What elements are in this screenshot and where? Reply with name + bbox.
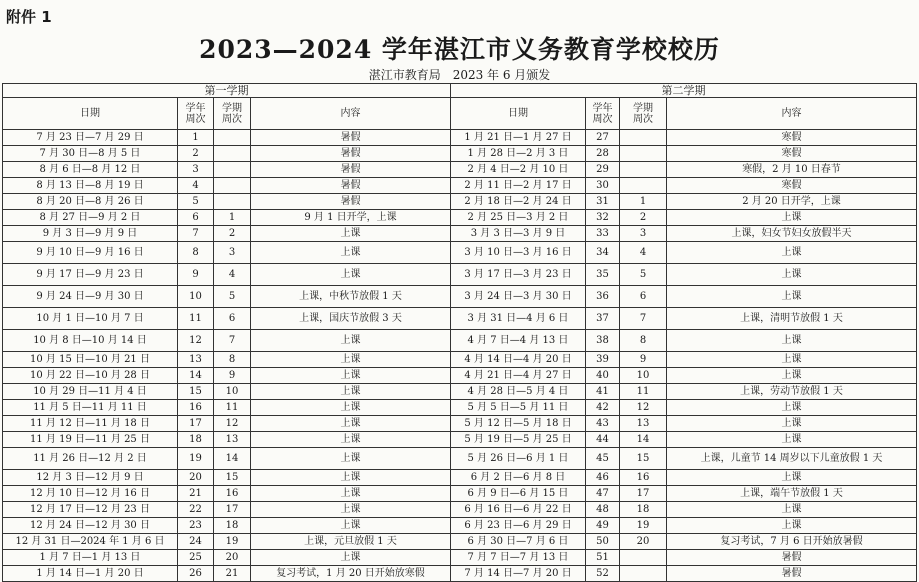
term-week-cell: 8	[214, 352, 251, 368]
term-week-cell-2: 20	[620, 534, 667, 550]
year-week-cell-2: 36	[586, 286, 620, 308]
term-week-cell	[214, 178, 251, 194]
term-week-cell-2	[620, 566, 667, 582]
content-cell-2: 上课	[667, 286, 917, 308]
year-week-cell-2: 39	[586, 352, 620, 368]
term-week-cell-2: 7	[620, 308, 667, 330]
date-cell-2: 3 月 24 日—3 月 30 日	[451, 286, 586, 308]
content-cell-2: 上课	[667, 432, 917, 448]
term-week-cell-2: 18	[620, 502, 667, 518]
table-row	[3, 178, 917, 194]
year-week-cell-2: 37	[586, 308, 620, 330]
year-week-cell-2: 46	[586, 470, 620, 486]
col-header-date-2: 日期	[451, 98, 586, 130]
date-cell: 10 月 15 日—10 月 21 日	[3, 352, 178, 368]
content-cell: 上课	[251, 432, 451, 448]
date-cell: 12 月 10 日—12 月 16 日	[3, 486, 178, 502]
content-cell-2: 上课，清明节放假 1 天	[667, 308, 917, 330]
content-cell: 上课	[251, 330, 451, 352]
date-cell-2: 4 月 21 日—4 月 27 日	[451, 368, 586, 384]
year-week-cell: 3	[178, 162, 214, 178]
content-cell: 复习考试，1 月 20 日开始放寒假	[251, 566, 451, 582]
date-cell-2: 3 月 31 日—4 月 6 日	[451, 308, 586, 330]
table-row	[3, 308, 917, 330]
table-row	[3, 226, 917, 242]
term-week-cell-2: 2	[620, 210, 667, 226]
table-row	[3, 210, 917, 226]
date-cell-2: 2 月 11 日—2 月 17 日	[451, 178, 586, 194]
date-cell: 1 月 7 日—1 月 13 日	[3, 550, 178, 566]
date-cell: 10 月 1 日—10 月 7 日	[3, 308, 178, 330]
table-row	[3, 130, 917, 146]
table-row	[3, 470, 917, 486]
term-week-cell	[214, 130, 251, 146]
date-cell: 12 月 3 日—12 月 9 日	[3, 470, 178, 486]
term-week-cell: 10	[214, 384, 251, 400]
term-week-cell-2	[620, 130, 667, 146]
year-week-cell-2: 32	[586, 210, 620, 226]
content-cell: 上课	[251, 470, 451, 486]
content-cell: 暑假	[251, 130, 451, 146]
col-header-content-2: 内容	[667, 98, 917, 130]
table-row	[3, 352, 917, 368]
term-week-cell-2	[620, 146, 667, 162]
term-week-cell: 11	[214, 400, 251, 416]
date-cell-2: 3 月 10 日—3 月 16 日	[451, 242, 586, 264]
content-cell: 上课	[251, 550, 451, 566]
term-week-cell: 3	[214, 242, 251, 264]
content-cell-2: 寒假	[667, 146, 917, 162]
date-cell: 10 月 22 日—10 月 28 日	[3, 368, 178, 384]
date-cell: 9 月 24 日—9 月 30 日	[3, 286, 178, 308]
date-cell: 8 月 6 日—8 月 12 日	[3, 162, 178, 178]
table-row	[3, 448, 917, 470]
date-cell-2: 1 月 28 日—2 月 3 日	[451, 146, 586, 162]
document-title: 2023—2024 学年湛江市义务教育学校校历	[199, 35, 720, 64]
year-week-cell-2: 33	[586, 226, 620, 242]
term-week-cell-2: 15	[620, 448, 667, 470]
year-week-cell-2: 42	[586, 400, 620, 416]
date-cell-2: 5 月 5 日—5 月 11 日	[451, 400, 586, 416]
year-week-cell: 16	[178, 400, 214, 416]
date-cell-2: 7 月 14 日—7 月 20 日	[451, 566, 586, 582]
term-week-cell: 20	[214, 550, 251, 566]
content-cell-2: 寒假	[667, 130, 917, 146]
term-week-cell-2: 9	[620, 352, 667, 368]
date-cell: 9 月 17 日—9 月 23 日	[3, 264, 178, 286]
term-week-cell-2: 17	[620, 486, 667, 502]
date-cell-2: 1 月 21 日—1 月 27 日	[451, 130, 586, 146]
content-cell: 上课	[251, 242, 451, 264]
calendar-body	[3, 130, 917, 582]
content-cell: 上课	[251, 416, 451, 432]
col-header-term-week-2: 学期周次	[620, 98, 667, 130]
year-week-cell: 6	[178, 210, 214, 226]
date-cell: 8 月 27 日—9 月 2 日	[3, 210, 178, 226]
year-week-cell-2: 29	[586, 162, 620, 178]
term-week-cell: 12	[214, 416, 251, 432]
year-week-cell: 9	[178, 264, 214, 286]
year-week-cell-2: 35	[586, 264, 620, 286]
term-week-cell-2: 1	[620, 194, 667, 210]
year-week-cell-2: 38	[586, 330, 620, 352]
date-cell-2: 6 月 9 日—6 月 15 日	[451, 486, 586, 502]
term-week-cell: 9	[214, 368, 251, 384]
term-week-cell: 7	[214, 330, 251, 352]
term-week-cell-2: 11	[620, 384, 667, 400]
term-week-cell-2: 10	[620, 368, 667, 384]
term-week-cell-2	[620, 550, 667, 566]
content-cell: 暑假	[251, 178, 451, 194]
table-row	[3, 264, 917, 286]
table-row	[3, 242, 917, 264]
content-cell-2: 暑假	[667, 566, 917, 582]
content-cell-2: 2 月 20 日开学，上课	[667, 194, 917, 210]
table-row	[3, 534, 917, 550]
content-cell: 上课	[251, 448, 451, 470]
year-week-cell: 22	[178, 502, 214, 518]
year-week-cell: 24	[178, 534, 214, 550]
content-cell-2: 寒假	[667, 178, 917, 194]
term-week-cell: 15	[214, 470, 251, 486]
content-cell-2: 上课	[667, 210, 917, 226]
date-cell: 11 月 19 日—11 月 25 日	[3, 432, 178, 448]
term-week-cell: 19	[214, 534, 251, 550]
content-cell: 上课	[251, 384, 451, 400]
term-week-cell-2: 19	[620, 518, 667, 534]
table-row	[3, 566, 917, 582]
year-week-cell: 25	[178, 550, 214, 566]
attachment-label: 附件 1	[6, 8, 52, 26]
date-cell-2: 6 月 23 日—6 月 29 日	[451, 518, 586, 534]
date-cell: 11 月 5 日—11 月 11 日	[3, 400, 178, 416]
content-cell-2: 上课	[667, 400, 917, 416]
content-cell-2: 上课，儿童节 14 周岁以下儿童放假 1 天	[667, 448, 917, 470]
year-week-cell: 12	[178, 330, 214, 352]
year-week-cell: 11	[178, 308, 214, 330]
content-cell-2: 上课	[667, 502, 917, 518]
content-cell-2: 上课，劳动节放假 1 天	[667, 384, 917, 400]
date-cell: 11 月 26 日—12 月 2 日	[3, 448, 178, 470]
year-week-cell-2: 47	[586, 486, 620, 502]
school-calendar-table	[2, 83, 917, 582]
table-row	[3, 162, 917, 178]
date-cell-2: 6 月 30 日—7 月 6 日	[451, 534, 586, 550]
col-header-year-week: 学年周次	[178, 98, 214, 130]
year-week-cell-2: 27	[586, 130, 620, 146]
year-week-cell: 23	[178, 518, 214, 534]
year-week-cell-2: 52	[586, 566, 620, 582]
document-subtitle: 湛江市教育局 2023 年 6 月颁发	[368, 68, 551, 82]
term-week-cell	[214, 146, 251, 162]
table-row	[3, 194, 917, 210]
year-week-cell-2: 41	[586, 384, 620, 400]
date-cell: 12 月 17 日—12 月 23 日	[3, 502, 178, 518]
term-week-cell-2	[620, 162, 667, 178]
content-cell-2: 上课	[667, 264, 917, 286]
date-cell: 8 月 13 日—8 月 19 日	[3, 178, 178, 194]
year-week-cell: 19	[178, 448, 214, 470]
content-cell-2: 上课，妇女节妇女放假半天	[667, 226, 917, 242]
date-cell-2: 4 月 7 日—4 月 13 日	[451, 330, 586, 352]
term-week-cell-2: 8	[620, 330, 667, 352]
date-cell: 9 月 10 日—9 月 16 日	[3, 242, 178, 264]
year-week-cell-2: 51	[586, 550, 620, 566]
table-row	[3, 400, 917, 416]
date-cell: 7 月 23 日—7 月 29 日	[3, 130, 178, 146]
table-row	[3, 416, 917, 432]
col-header-term-week: 学期周次	[214, 98, 251, 130]
content-cell: 上课	[251, 502, 451, 518]
year-week-cell: 17	[178, 416, 214, 432]
col-header-year-week-2: 学年周次	[586, 98, 620, 130]
date-cell: 7 月 30 日—8 月 5 日	[3, 146, 178, 162]
table-row	[3, 486, 917, 502]
year-week-cell: 2	[178, 146, 214, 162]
year-week-cell-2: 48	[586, 502, 620, 518]
date-cell-2: 2 月 18 日—2 月 24 日	[451, 194, 586, 210]
content-cell: 暑假	[251, 162, 451, 178]
table-row	[3, 146, 917, 162]
term-week-cell-2: 3	[620, 226, 667, 242]
term-week-cell	[214, 194, 251, 210]
term-week-cell-2: 5	[620, 264, 667, 286]
content-cell-2: 复习考试，7 月 6 日开始放暑假	[667, 534, 917, 550]
year-week-cell: 26	[178, 566, 214, 582]
term-week-cell-2	[620, 178, 667, 194]
content-cell: 上课	[251, 226, 451, 242]
year-week-cell-2: 44	[586, 432, 620, 448]
term-week-cell	[214, 162, 251, 178]
date-cell-2: 3 月 17 日—3 月 23 日	[451, 264, 586, 286]
term-week-cell: 14	[214, 448, 251, 470]
term-week-cell: 18	[214, 518, 251, 534]
term-week-cell: 21	[214, 566, 251, 582]
table-row	[3, 384, 917, 400]
table-row	[3, 550, 917, 566]
year-week-cell-2: 40	[586, 368, 620, 384]
content-cell: 暑假	[251, 146, 451, 162]
content-cell: 上课	[251, 486, 451, 502]
term-week-cell-2: 13	[620, 416, 667, 432]
year-week-cell: 7	[178, 226, 214, 242]
term-week-cell: 5	[214, 286, 251, 308]
year-week-cell: 18	[178, 432, 214, 448]
content-cell: 上课	[251, 518, 451, 534]
year-week-cell: 5	[178, 194, 214, 210]
content-cell: 上课，元旦放假 1 天	[251, 534, 451, 550]
year-week-cell: 13	[178, 352, 214, 368]
date-cell: 8 月 20 日—8 月 26 日	[3, 194, 178, 210]
content-cell: 9 月 1 日开学，上课	[251, 210, 451, 226]
content-cell-2: 上课，端午节放假 1 天	[667, 486, 917, 502]
date-cell: 12 月 24 日—12 月 30 日	[3, 518, 178, 534]
content-cell-2: 上课	[667, 352, 917, 368]
year-week-cell: 8	[178, 242, 214, 264]
year-week-cell: 20	[178, 470, 214, 486]
table-row	[3, 432, 917, 448]
date-cell: 10 月 29 日—11 月 4 日	[3, 384, 178, 400]
year-week-cell: 1	[178, 130, 214, 146]
term-week-cell-2: 6	[620, 286, 667, 308]
date-cell: 12 月 31 日—2024 年 1 月 6 日	[3, 534, 178, 550]
term-week-cell: 17	[214, 502, 251, 518]
year-week-cell: 14	[178, 368, 214, 384]
content-cell-2: 上课	[667, 242, 917, 264]
term-week-cell: 6	[214, 308, 251, 330]
term-week-cell: 4	[214, 264, 251, 286]
year-week-cell-2: 50	[586, 534, 620, 550]
date-cell-2: 5 月 19 日—5 月 25 日	[451, 432, 586, 448]
date-cell-2: 5 月 26 日—6 月 1 日	[451, 448, 586, 470]
term-week-cell-2: 12	[620, 400, 667, 416]
date-cell-2: 4 月 14 日—4 月 20 日	[451, 352, 586, 368]
year-week-cell: 10	[178, 286, 214, 308]
date-cell-2: 5 月 12 日—5 月 18 日	[451, 416, 586, 432]
table-row	[3, 518, 917, 534]
date-cell-2: 7 月 7 日—7 月 13 日	[451, 550, 586, 566]
content-cell-2: 寒假，2 月 10 日春节	[667, 162, 917, 178]
content-cell-2: 上课	[667, 368, 917, 384]
content-cell: 上课	[251, 368, 451, 384]
content-cell: 上课，中秋节放假 1 天	[251, 286, 451, 308]
table-row	[3, 368, 917, 384]
year-week-cell-2: 45	[586, 448, 620, 470]
year-week-cell-2: 49	[586, 518, 620, 534]
table-row	[3, 286, 917, 308]
content-cell-2: 上课	[667, 470, 917, 486]
table-row	[3, 330, 917, 352]
col-header-content: 内容	[251, 98, 451, 130]
content-cell: 上课	[251, 264, 451, 286]
year-week-cell: 21	[178, 486, 214, 502]
semester-header-row	[3, 84, 917, 98]
date-cell-2: 4 月 28 日—5 月 4 日	[451, 384, 586, 400]
term-week-cell-2: 16	[620, 470, 667, 486]
col-header-date: 日期	[3, 98, 178, 130]
term-week-cell: 16	[214, 486, 251, 502]
year-week-cell-2: 28	[586, 146, 620, 162]
year-week-cell: 4	[178, 178, 214, 194]
year-week-cell-2: 34	[586, 242, 620, 264]
term-week-cell-2: 14	[620, 432, 667, 448]
semester-2-header: 第二学期	[451, 84, 917, 98]
date-cell-2: 2 月 4 日—2 月 10 日	[451, 162, 586, 178]
date-cell-2: 2 月 25 日—3 月 2 日	[451, 210, 586, 226]
content-cell-2: 上课	[667, 518, 917, 534]
content-cell: 上课	[251, 400, 451, 416]
date-cell-2: 6 月 16 日—6 月 22 日	[451, 502, 586, 518]
content-cell: 暑假	[251, 194, 451, 210]
year-week-cell-2: 30	[586, 178, 620, 194]
date-cell-2: 3 月 3 日—3 月 9 日	[451, 226, 586, 242]
semester-1-header: 第一学期	[3, 84, 451, 98]
date-cell: 11 月 12 日—11 月 18 日	[3, 416, 178, 432]
table-row	[3, 502, 917, 518]
term-week-cell: 2	[214, 226, 251, 242]
date-cell: 9 月 3 日—9 月 9 日	[3, 226, 178, 242]
term-week-cell: 1	[214, 210, 251, 226]
year-week-cell-2: 43	[586, 416, 620, 432]
content-cell: 上课，国庆节放假 3 天	[251, 308, 451, 330]
content-cell-2: 上课	[667, 330, 917, 352]
term-week-cell: 13	[214, 432, 251, 448]
date-cell-2: 6 月 2 日—6 月 8 日	[451, 470, 586, 486]
year-week-cell-2: 31	[586, 194, 620, 210]
year-week-cell: 15	[178, 384, 214, 400]
column-header-row	[3, 98, 917, 130]
term-week-cell-2: 4	[620, 242, 667, 264]
content-cell-2: 上课	[667, 416, 917, 432]
date-cell: 1 月 14 日—1 月 20 日	[3, 566, 178, 582]
content-cell-2: 暑假	[667, 550, 917, 566]
content-cell: 上课	[251, 352, 451, 368]
date-cell: 10 月 8 日—10 月 14 日	[3, 330, 178, 352]
